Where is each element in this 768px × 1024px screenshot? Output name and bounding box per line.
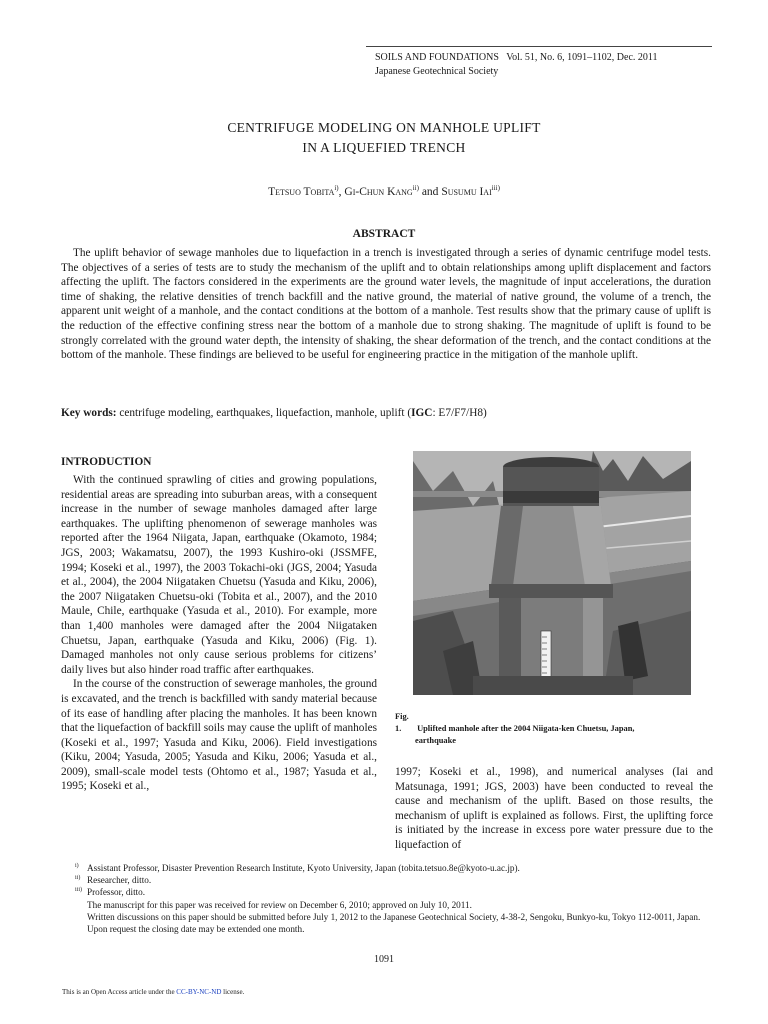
abstract-heading: ABSTRACT [352, 228, 416, 240]
footnote-text: The manuscript for this paper was received for review on December 6, 2010; approved on July 10, 2011. [87, 899, 472, 910]
manhole-photo-illustration [413, 451, 691, 695]
header-rule [366, 46, 712, 47]
igc-value: : E7/F7/H8) [432, 407, 487, 419]
footnote [61, 911, 711, 935]
author-separator: and [418, 185, 442, 198]
right-column-text: 1997; Koseki et al., 1998), and numerical analyses (Iai and Matsunaga, 1991; JGS, 2003) have been conducted to reveal the cause and mechanism of the uplift. Based on those results, the mechanism of uplift is explained as follows. First, the uplifting force is initiated by the increase in excess pore water pressure due to the liquefaction of [395, 766, 713, 851]
keywords-label: Key words: [61, 407, 117, 419]
page-number: 1091 [374, 954, 394, 965]
igc-label: IGC [411, 407, 433, 419]
keywords [61, 406, 711, 420]
footnote [61, 874, 711, 886]
license-notice [62, 988, 244, 996]
footnotes [61, 862, 711, 935]
paper-title [0, 118, 768, 158]
caption-line-2: earthquake [415, 736, 456, 745]
footnote-mark: iii) [75, 887, 82, 894]
author-1: Tetsuo Tobita [268, 185, 335, 198]
author-3: Susumu Iai [441, 185, 492, 198]
license-link[interactable]: CC-BY-NC-ND [176, 988, 222, 996]
introduction-heading: INTRODUCTION [61, 456, 152, 468]
footnote-text: Written discussions on this paper should be submitted before July 1, 2012 to the Japanese Geotechnical Society, 4-38-2, Sengoku, Bunkyo-ku, Tokyo 112-0011, Japan. Upon request the closing date may be extended one month. [87, 911, 701, 935]
journal-society: Japanese Geotechnical Society [375, 66, 499, 77]
figure-1-photo [413, 451, 691, 695]
intro-paragraph-1: With the continued sprawling of cities and growing populations, residential areas are spreading into suburban areas, with a consequent increase in the number of sewage manholes damaged after large earthquakes. The uplifting phenomenon of sewerage manholes was reported after the 1964 Niigata, Japan, earthquake (Okamoto, 1984; JGS, 2003; Wakamatsu, 2007), the 1993 Kushiro-oki (JSSMFE, 1994; Koseki et al., 1997), the 2003 Tokachi-oki (JGS, 2004; Yasuda et al., 2004), the 2004 Niigataken Chuetsu (Yasuda and Kiku, 2006), the 2007 Niigataken Chuetsu-oki (Tobita et al., 2007), and the 2010 Maule, Chile, earthquake (Yasuda et al., 2010). For example, more than 1,400 manholes were damaged after the 2004 Niigataken Chuetsu, Japan, earthquake (Yasuda and Kiku, 2006) (Fig. 1). Damaged manholes not only cause serious problems for citizens’ daily lives but also hinder road traffic after earthquakes. [61, 474, 377, 676]
keywords-list: centrifuge modeling, earthquakes, liquefaction, manhole, uplift ( [116, 407, 412, 419]
author-separator: , [338, 185, 345, 198]
footnote-text: Researcher, ditto. [87, 875, 152, 886]
author-2: Gi-Chun Kang [344, 185, 413, 198]
footnote-text: Professor, ditto. [87, 887, 146, 898]
left-column [61, 473, 377, 794]
journal-citation: SOILS AND FOUNDATIONS Vol. 51, No. 6, 1091–1102, Dec. 2011 [375, 52, 658, 63]
figure-label: Fig. 1. [395, 712, 409, 733]
license-suffix: license. [221, 988, 245, 996]
journal-header [375, 51, 715, 79]
title-line-1: CENTRIFUGE MODELING ON MANHOLE UPLIFT [227, 120, 541, 135]
footnote [61, 862, 711, 874]
footnote-text: Assistant Professor, Disaster Prevention Research Institute, Kyoto University, Japan (tobita.tetsuo.8e@kyoto-u.ac.jp). [87, 863, 520, 873]
footnote-mark: ii) [75, 875, 81, 882]
figure-1-caption [395, 711, 713, 747]
title-line-2: IN A LIQUEFIED TRENCH [302, 140, 466, 155]
caption-line-1: Uplifted manhole after the 2004 Niigata-ken Chuetsu, Japan, [417, 724, 635, 733]
author-3-mark: iii) [491, 184, 500, 192]
author-list [0, 184, 768, 198]
footnote [61, 899, 711, 911]
author-2-mark: ii) [412, 184, 419, 192]
footnote-mark: i) [75, 863, 79, 869]
author-1-mark: i) [334, 184, 339, 192]
license-prefix: This is an Open Access article under the [62, 988, 177, 996]
intro-paragraph-2: In the course of the construction of sewerage manholes, the ground is excavated, and the trench is backfilled with sandy material because of its ease of handling after placing the manholes. It has been known that the liquefaction of backfill soils may cause the uplift of manholes (Koseki et al., 1997; Yasuda and Kiku, 2006). Field investigations (Kiku, 2004; Yasuda, 2005; Yasuda and Kiku, 2006; Yasuda et al., 2009), small-scale model tests (Ohtomo et al., 1987; Yasuda et al., 1995; Koseki et al., [61, 678, 377, 793]
abstract-text: The uplift behavior of sewage manholes due to liquefaction in a trench is investigated through a series of dynamic centrifuge model tests. The objectives of a series of tests are to study the mechanism of the uplift and to obtain relationships among uplift displacement and factors affecting the uplift. The factors considered in the experiments are the ground water levels, the magnitude of input accelerations, the duration time of shaking, the relative densities of trench backfill and the native ground, the material of native ground, the volume of a trench, the apparent unit weight of a manhole, and the contact conditions at the bottom of a manhole. Test results show that the primary cause of uplift is the reduction of the effective confining stress near the bottom of a manhole due to strong shaking. The magnitude of uplift is found to be strongly correlated with the ground water depth, the intensity of shaking, the shear deformation of the trench, and the contact conditions at the bottom of the manhole. These findings are believed to be useful for engineering practice in the mitigation of the manhole uplift. [61, 247, 711, 362]
footnote [61, 886, 711, 898]
